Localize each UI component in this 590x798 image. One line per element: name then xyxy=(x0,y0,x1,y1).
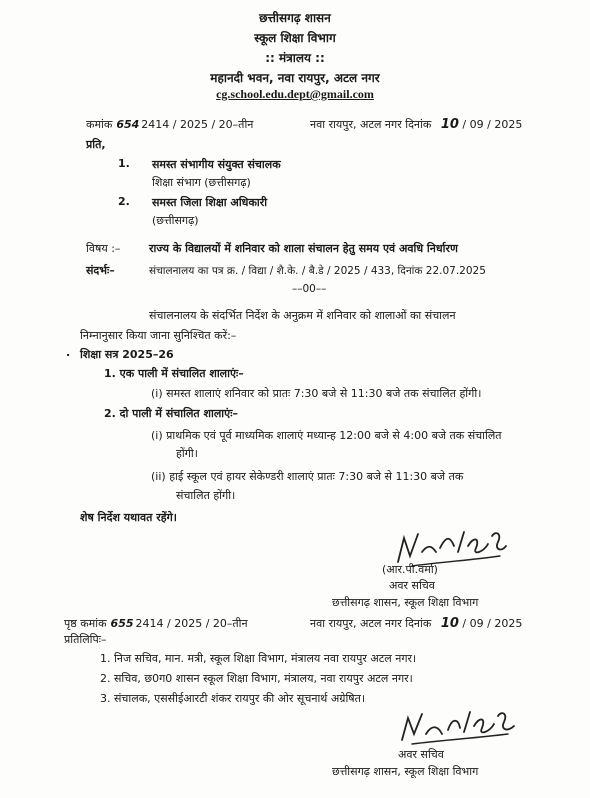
ref-date-handwritten: 10 xyxy=(440,117,459,132)
to-item-num: 2. xyxy=(118,195,130,208)
ref-number xyxy=(86,117,253,132)
signatory-designation: अवर सचिव xyxy=(389,579,435,592)
copy-item: 1. निज सचिव, मान. मत्री, स्कूल शिक्षा विभाग, मंत्रालय नवा रायपुर अटल नगर। xyxy=(100,652,417,665)
endorsement-date-rest: / 09 / 2025 xyxy=(462,617,523,630)
subject-label: विषय :– xyxy=(86,242,121,255)
signatory-office: छत्तीसगढ़ शासन, स्कूल शिक्षा विभाग xyxy=(332,596,479,609)
to-label: प्रति, xyxy=(86,138,106,151)
point-2-ii-line1: (ii) हाई स्कूल एवं हायर सेकेण्डरी शालाएं प्रातः 7:30 बजे से 11:30 बजे तक xyxy=(151,470,464,483)
signature-mark xyxy=(398,704,518,748)
signatory-name: (आर.पी.वर्मा) xyxy=(382,563,438,576)
separator: ––00–– xyxy=(292,283,327,295)
signatory-designation: अवर सचिव xyxy=(398,748,444,761)
point-2-heading: 2. दो पाली में संचालित शालाएंः– xyxy=(104,407,238,420)
ref-place-date-label: नवा रायपुर, अटल नगर दिनांक xyxy=(310,118,432,131)
endorsement-number xyxy=(64,616,248,631)
subject-text: राज्य के विद्यालयों में शनिवार को शाला संचालन हेतु समय एवं अवधि निर्धारण xyxy=(149,242,458,255)
body-paragraph-line2: निम्नानुसार किया जाना सुनिश्चित करें:– xyxy=(80,329,237,342)
to-item-line2: (छत्तीसगढ़) xyxy=(152,214,199,227)
reference-text: संचालनालय का पत्र क्र. / विद्या / शै.के. / बै.डे / 2025 / 433, दिनांक 22.07.2025 xyxy=(149,265,486,277)
to-item-line1: समस्त संभागीय संयुक्त संचालक xyxy=(152,158,281,171)
header-email[interactable]: cg.school.edu.dept@gmail.com xyxy=(216,87,374,101)
reference-label: संदर्भः– xyxy=(86,264,115,277)
ref-number-label: कमांक xyxy=(86,118,113,131)
point-2-ii-line2: संचालित होंगी। xyxy=(176,489,236,502)
body-paragraph-line1: संचालनालय के संदर्भित निर्देश के अनुक्रम में शनिवार को शालाओं का संचालन xyxy=(149,309,456,322)
endorsement-number-handwritten: 655 xyxy=(110,617,134,630)
ref-number-handwritten: 654 xyxy=(116,118,140,131)
to-item-num: 1. xyxy=(118,157,130,170)
signatory-office: छत्तीसगढ़ शासन, स्कूल शिक्षा विभाग xyxy=(332,765,479,778)
session-bullet: . xyxy=(66,346,71,359)
header-ministry: :: मंत्रालय :: xyxy=(265,51,325,65)
session-heading: शिक्षा सत्र 2025–26 xyxy=(80,348,174,361)
to-item-line1: समस्त जिला शिक्षा अधिकारी xyxy=(152,196,268,209)
ref-date-rest: / 09 / 2025 xyxy=(462,118,523,131)
copy-label: प्रतिलिपिः– xyxy=(64,633,107,646)
point-1-heading: 1. एक पाली में संचालित शालाएंः– xyxy=(104,367,244,380)
endorsement-place-date-label: नवा रायपुर, अटल नगर दिनांक xyxy=(310,617,432,630)
endorsement-number-label: पृष्ठ कमांक xyxy=(64,617,107,630)
ref-number-rest: 2414 / 2025 / 20–तीन xyxy=(141,118,254,131)
ref-place-date xyxy=(310,117,522,132)
point-2-i-line1: (i) प्राथमिक एवं पूर्व माध्यमिक शालाएं मध्यान्ह 12:00 बजे से 4:00 बजे तक संचालित xyxy=(151,429,502,442)
to-item-line2: शिक्षा संभाग (छत्तीसगढ़) xyxy=(152,176,251,189)
copy-item: 3. संचालक, एससीईआरटी शंकर रायपुर की ओर सूचनार्थ अग्रेषित। xyxy=(100,692,366,705)
endorsement-place-date xyxy=(310,616,522,631)
copy-item: 2. सचिव, छ0ग0 शासन स्कूल शिक्षा विभाग, मंत्रालय, नवा रायपुर अटल नगर। xyxy=(100,672,413,685)
closing-text: शेष निर्देश यथावत रहेंगे। xyxy=(80,511,177,524)
header-government: छत्तीसगढ़ शासन xyxy=(259,11,331,25)
endorsement-number-rest: 2414 / 2025 / 20–तीन xyxy=(135,617,248,630)
point-2-i-line2: होंगी। xyxy=(176,447,198,460)
point-1-i: (i) समस्त शालाएं शनिवार को प्रातः 7:30 बजे से 11:30 बजे तक संचालित होंगी। xyxy=(151,387,482,400)
header-department: स्कूल शिक्षा विभाग xyxy=(254,31,336,45)
header-address: महानदी भवन, नवा रायपुर, अटल नगर xyxy=(210,71,380,85)
endorsement-date-handwritten: 10 xyxy=(440,616,459,631)
